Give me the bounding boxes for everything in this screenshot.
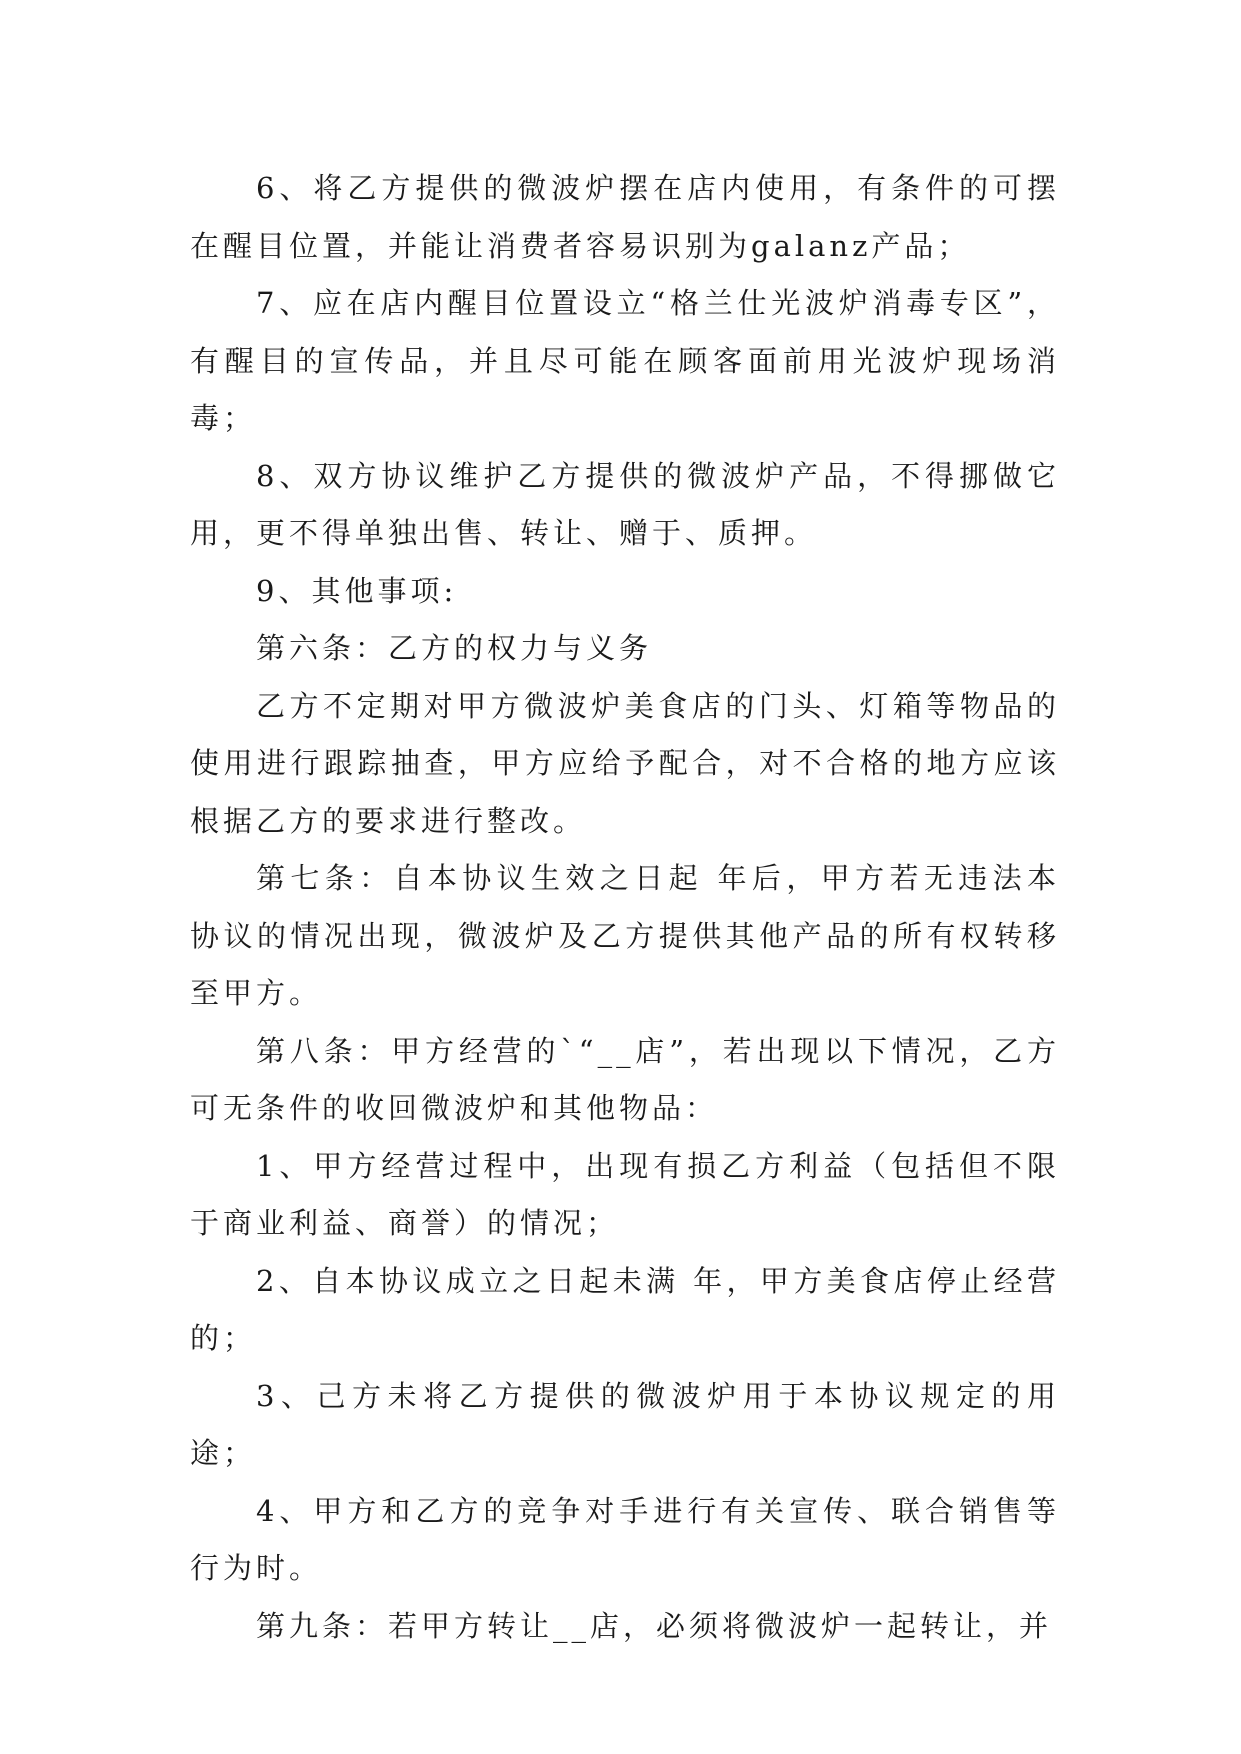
article-9: 第九条：若甲方转让__店，必须将微波炉一起转让，并 xyxy=(256,1608,1053,1643)
clause-7: 7、应在店内醒目位置设立“格兰仕光波炉消毒专区”，有醒目的宣传品，并且尽可能在顾客面前用光波炉现场消毒； xyxy=(190,286,1060,435)
clause-9: 9、其他事项: xyxy=(256,573,458,608)
article-8: 第八条：甲方经营的`“__店”，若出现以下情况，乙方可无条件的收回微波炉和其他物品： xyxy=(190,1033,1060,1125)
article-8-item-1: 1、甲方经营过程中，出现有损乙方利益（包括但不限于商业利益、商誉）的情况； xyxy=(190,1148,1060,1240)
article-8-item-2: 2、自本协议成立之日起未满 年，甲方美食店停止经营的； xyxy=(190,1263,1060,1355)
article-8-item-4: 4、甲方和乙方的竞争对手进行有关宣传、联合销售等行为时。 xyxy=(190,1493,1060,1585)
article-6-body: 乙方不定期对甲方微波炉美食店的门头、灯箱等物品的使用进行跟踪抽查，甲方应给予配合，对不合格的地方应该根据乙方的要求进行整改。 xyxy=(190,688,1060,838)
article-6-heading: 第六条：乙方的权力与义务 xyxy=(256,631,653,665)
article-7: 第七条：自本协议生效之日起 年后，甲方若无违法本协议的情况出现，微波炉及乙方提供其他产品的所有权转移至甲方。 xyxy=(190,861,1060,1010)
clause-6: 6、将乙方提供的微波炉摆在店内使用，有条件的可摆在醒目位置，并能让消费者容易识别为galanz产品； xyxy=(190,171,1060,263)
document-body xyxy=(190,160,1060,1655)
article-8-item-3: 3、己方未将乙方提供的微波炉用于本协议规定的用途； xyxy=(190,1378,1060,1470)
clause-8: 8、双方协议维护乙方提供的微波炉产品，不得挪做它用，更不得单独出售、转让、赠于、质押。 xyxy=(190,458,1060,550)
